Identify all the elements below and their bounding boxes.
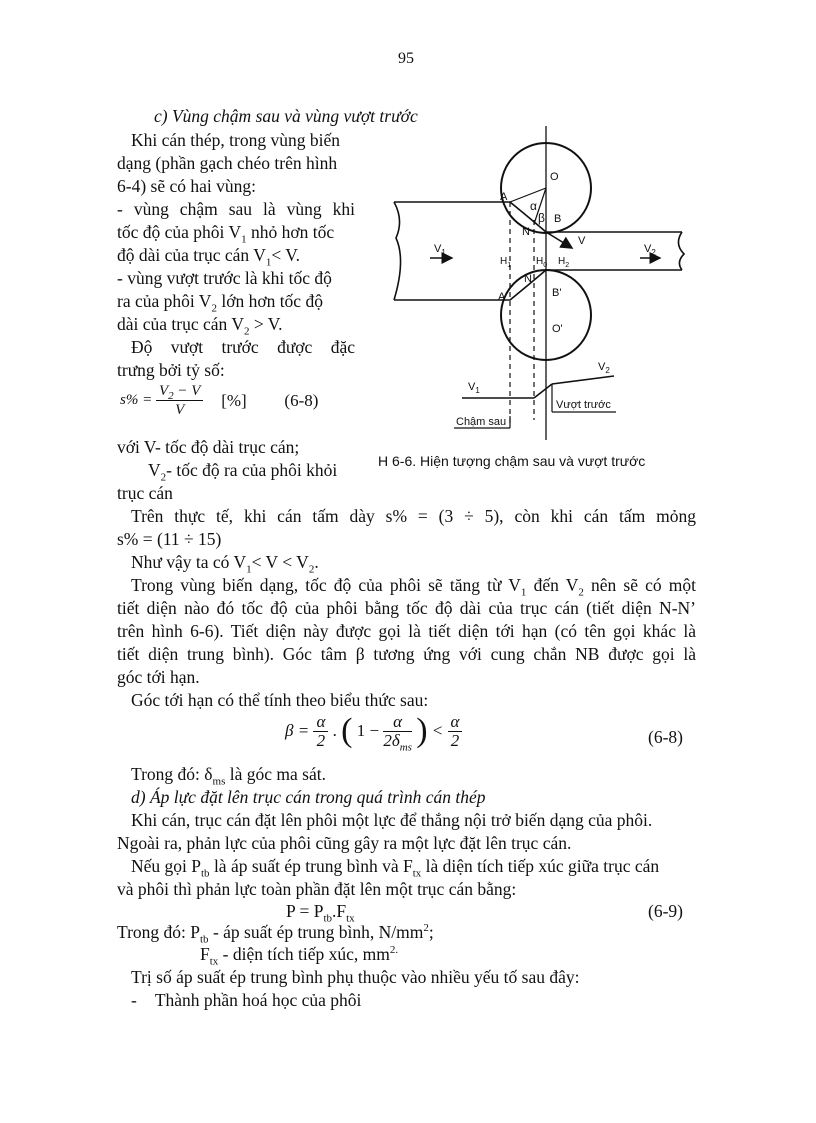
formula-p: $P = P_{tb}.F_{tx}$ bbox=[286, 901, 355, 925]
paragraph-line: tiết diện nào đó tốc độ của phôi bằng tốc độ dài của trục cán (tiết diện N-N’ bbox=[117, 598, 696, 618]
formula-p-number: (6-9) bbox=[648, 901, 683, 921]
label-o-prime: O' bbox=[552, 323, 563, 335]
paragraph-line: Như vậy ta có $V_1< V < V_2$. bbox=[131, 552, 319, 576]
workpiece-left-break bbox=[394, 202, 401, 300]
list-item: - Thành phần hoá học của phôi bbox=[131, 990, 362, 1010]
paragraph-line: Khi cán, trục cán đặt lên phôi một lực để thắng nội trở biến dạng của phôi. bbox=[131, 810, 653, 830]
velocity-v-arrow bbox=[546, 232, 572, 248]
text-line: Độ vượt trước được đặc bbox=[131, 337, 355, 357]
text-line: với V- tốc độ dài trục cán; bbox=[117, 437, 300, 457]
label-v1: $V_1$ bbox=[434, 243, 446, 257]
label-o: O bbox=[550, 171, 559, 183]
paragraph-line: góc tới hạn. bbox=[117, 667, 200, 687]
label-h0: $H_0$ bbox=[536, 256, 548, 269]
paragraph-line: Ngoài ra, phản lực của phôi cũng gây ra một lực đặt lên trục cán. bbox=[117, 833, 572, 853]
accel-line bbox=[534, 384, 552, 398]
graph-label-v1: $V_1$ bbox=[468, 381, 480, 395]
section-d-heading: d) Áp lực đặt lên trục cán trong quá trình cán thép bbox=[131, 787, 486, 807]
paragraph-line: s% = (11 ÷ 15) bbox=[117, 529, 222, 549]
text-line: trưng bởi tỷ số: bbox=[117, 360, 225, 380]
figure-caption: H 6-6. Hiện tượng chậm sau và vượt trước bbox=[378, 453, 646, 469]
formula-beta-number: (6-8) bbox=[648, 727, 683, 747]
formula-s-percent: s% = $\frac{V_2 - V}{V}$ [%] (6-8) bbox=[120, 383, 319, 418]
text-line: - vùng chậm sau là vùng khi bbox=[117, 199, 355, 219]
label-n: N bbox=[522, 226, 530, 238]
paragraph-line: Trên thực tế, khi cán tấm dày s% = (3 ÷ 5), còn khi cán tấm mỏng bbox=[131, 506, 696, 526]
section-c-heading: c) Vùng chậm sau và vùng vượt trước bbox=[154, 106, 418, 126]
label-v2: $V_2$ bbox=[644, 243, 656, 257]
paragraph-line: và phôi thì phản lực toàn phần đặt lên một trục cán bằng: bbox=[117, 879, 517, 899]
text-line: dài của trục cán $V_2 > V$. bbox=[117, 314, 283, 338]
text-line: - vùng vượt trước là khi tốc độ bbox=[117, 268, 332, 288]
label-b: B bbox=[554, 213, 562, 225]
text-line: dạng (phần gạch chéo trên hình bbox=[117, 153, 338, 173]
paragraph-line: tiết diện trung bình). Góc tâm β tương ứng với cung chắn NB được gọi là bbox=[117, 644, 696, 664]
paragraph-line: Trị số áp suất ép trung bình phụ thuộc vào nhiều yếu tố sau đây: bbox=[131, 967, 580, 987]
text-line: trục cán bbox=[117, 483, 173, 503]
label-a: A bbox=[500, 191, 508, 203]
text-line: $V_2-$ tốc độ ra của phôi khỏi bbox=[148, 460, 338, 484]
workpiece-right-break bbox=[678, 232, 684, 270]
radius-oa bbox=[510, 188, 546, 202]
paragraph-line: Góc tới hạn có thể tính theo biểu thức sau: bbox=[131, 690, 429, 710]
paragraph-line: Trong đó: $\delta_{ms}$ là góc ma sát. bbox=[131, 764, 326, 788]
paragraph-line: Nếu gọi $P_{tb}$ là áp suất ép trung bình và $F_{tx}$ là diện tích tiếp xúc giữa trục cán bbox=[131, 856, 660, 880]
label-a-prime: A' bbox=[498, 291, 508, 303]
label-n-prime: N bbox=[524, 273, 532, 285]
text-line: ra của phôi $V_2$ lớn hơn tốc độ bbox=[117, 291, 323, 315]
text-line: Khi cán thép, trong vùng biến bbox=[131, 130, 340, 150]
label-vuot-truoc: Vượt trước bbox=[556, 399, 611, 411]
label-beta: β bbox=[538, 211, 545, 225]
label-b-prime: B' bbox=[552, 287, 562, 299]
paragraph-line: $F_{tx}$ - diện tích tiếp xúc, $mm^{2.}$ bbox=[200, 944, 399, 968]
v2-level-line bbox=[552, 376, 614, 384]
paragraph-line: trên hình 6-6). Tiết diện này được gọi là tiết diện tới hạn (có tên gọi khác là bbox=[117, 621, 696, 641]
page-number: 95 bbox=[398, 50, 414, 67]
rolling-diagram bbox=[382, 120, 692, 440]
label-h2: $H_2$ bbox=[558, 256, 570, 269]
paragraph-line: Trong đó: $P_{tb}$ - áp suất ép trung bình, $N/mm^2$; bbox=[117, 922, 434, 946]
graph-label-v2: $V_2$ bbox=[598, 361, 610, 375]
text-line: 6-4) sẽ có hai vùng: bbox=[117, 176, 256, 196]
formula-beta: β = $\frac{\alpha}{2}$ . ( 1 − $\frac{\alpha}{2\delta_{ms}}$ ) < $\frac{\alpha}{2}$ bbox=[285, 712, 462, 766]
label-v: V bbox=[578, 235, 586, 247]
label-h1: $H_1$ bbox=[500, 256, 512, 269]
text-line: tốc độ của phôi $V_1$ nhỏ hơn tốc bbox=[117, 222, 335, 246]
label-cham-sau: Chậm sau bbox=[456, 416, 507, 428]
paragraph-line: Trong vùng biến dạng, tốc độ của phôi sẽ tăng từ $V_1$ đến $V_2$ nên sẽ có một bbox=[131, 575, 697, 599]
text-line: độ dài của trục cán $V_1< V$. bbox=[117, 245, 301, 269]
label-alpha: α bbox=[530, 199, 537, 213]
